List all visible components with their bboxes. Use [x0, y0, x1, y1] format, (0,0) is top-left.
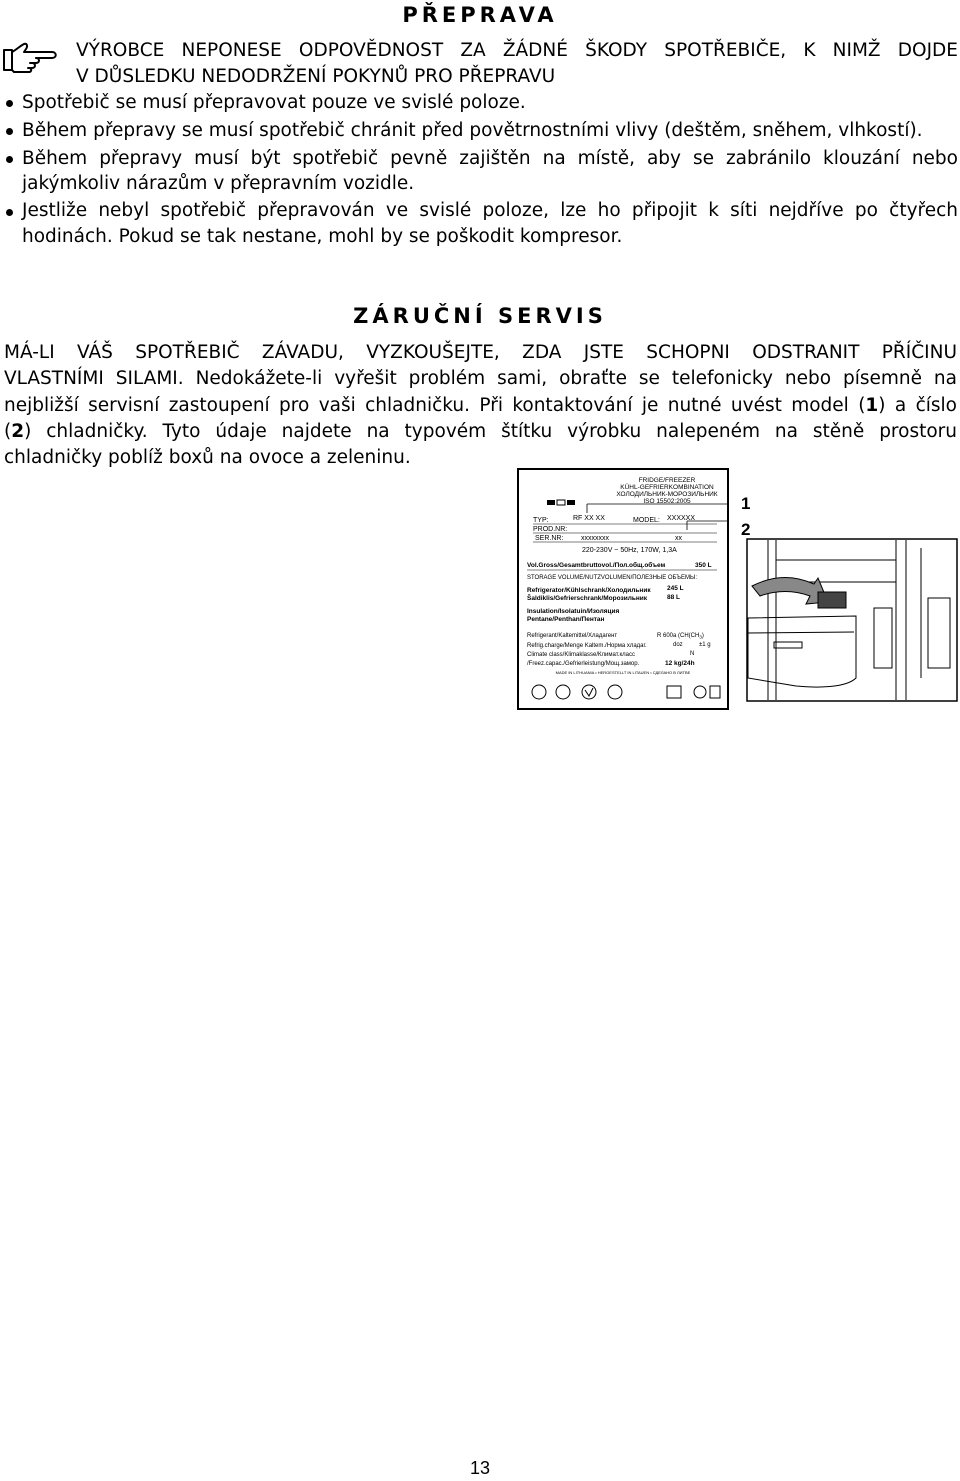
- fridge-interior-figure: [746, 538, 958, 702]
- warranty-line1: MÁ-LI VÁŠ SPOTŘEBIČ ZÁVADU, VYZKOUŠEJTE, ZDA JSTE SCHOPNI ODSTRANIT PŘÍČINU: [4, 342, 957, 363]
- label-freezer: Šaldiklis/Gefrierschrank/Морозильник: [527, 595, 647, 602]
- transport-bullet-1: Spotřebič se musí přepravovat pouze ve svislé poloze.: [22, 92, 526, 113]
- label-prod: PROD.NR:: [533, 526, 568, 533]
- label-insulation2: Pentane/Penthan/Пентан: [527, 616, 605, 623]
- label-made-in: MADE IN LITHUANIA • HERGESTELLT IN LITAUEN • СДЕЛАНО В ЛИТВЕ: [555, 670, 691, 675]
- callout-1: 1: [741, 494, 751, 513]
- warranty-model-ref: 1: [865, 395, 879, 416]
- bullet-icon: [6, 209, 13, 216]
- warranty-line3-text: nejbližší servisní zastoupení pro vaši chladničku. Při kontaktování je nutné uvést model (: [4, 395, 866, 416]
- transport-bullet-4-line2: hodinách. Pokud se tak nestane, mohl by se poškodit kompresor.: [22, 226, 623, 247]
- label-header2: KÜHL-GEFRIERKOMBINATION: [620, 484, 714, 491]
- label-header1: FRIDGE/FREEZER: [638, 477, 696, 484]
- warranty-line4: [4, 421, 957, 442]
- label-power: 220-230V ~ 50Hz, 170W, 1,3A: [582, 547, 677, 554]
- label-freez-capac: /Freez.capac./Gefrierleistung/Мощ.замор.: [527, 661, 640, 667]
- transport-bullet-3-line1: Během přepravy musí být spotřebič pevně zajištěn na místě, aby se zabránilo klouzání nebo: [22, 148, 958, 169]
- label-ser: SER.NR:: [535, 535, 564, 542]
- label-header4: ISO 15502:2005: [643, 498, 691, 505]
- label-refrigerant-end: ): [701, 633, 704, 639]
- svg-text:R 600a (CH(CH3): [657, 633, 704, 640]
- bullet-icon: [6, 156, 13, 163]
- label-refrigerator: Refrigerator/Kühlschrank/Холодильник: [527, 587, 651, 594]
- warranty-line3: [4, 395, 957, 416]
- transport-warning-line1: VÝROBCE NEPONESE ODPOVĚDNOST ZA ŽÁDNÉ ŠKODY SPOTŘEBIČE, K NIMŽ DOJDE: [76, 40, 958, 61]
- label-vol-gross: Vol.Gross/Gesamtbruttovol./Пол.общ.объем: [527, 562, 666, 569]
- label-refrigerator-value: 245 L: [667, 585, 684, 592]
- label-model-value: XXXXXX: [667, 515, 696, 522]
- label-refrigerant-sub: 3: [699, 634, 702, 640]
- warranty-line4-open: (: [4, 421, 12, 442]
- label-climate-value: N: [690, 651, 695, 657]
- label-refrig-charge: Refrig.charge/Menge Kaltem./Норма хладаг.: [527, 643, 647, 649]
- label-refrig-charge-amount: ±1 g: [699, 642, 711, 648]
- transport-bullet-2: Během přepravy se musí spotřebič chránit před povětrnostními vlivy (deštěm, sněhem, vlhkostí).: [22, 120, 923, 141]
- bullet-icon: [6, 100, 13, 107]
- label-refrig-charge-value: doz: [673, 642, 683, 648]
- warranty-line4-text: ) chladničky. Tyto údaje najdete na typovém štítku výrobku nalepeném na stěně prostoru: [24, 421, 957, 442]
- label-refrigerant-value: R 600a (CH(CH: [657, 633, 700, 639]
- label-typ-value: RF XX XX: [573, 515, 605, 522]
- warranty-line3-text-end: ) a číslo: [878, 395, 957, 416]
- warranty-title: ZÁRUČNÍ SERVIS: [353, 304, 607, 328]
- label-refrigerant: Refrigerant/Kaltemittel/Хладагент: [527, 633, 618, 639]
- label-vol-gross-value: 350 L: [695, 562, 712, 569]
- bullet-icon: [6, 128, 13, 135]
- label-climate: Climate class/Klimaklasse/Климат.класс: [527, 652, 635, 658]
- label-insulation1: Insulation/Isolatuin/Изоляция: [527, 608, 620, 615]
- label-ser-value: xxxxxxxx: [581, 535, 609, 542]
- warranty-line5: chladničky poblíž boxů na ovoce a zeleninu.: [4, 447, 411, 468]
- label-freezer-value: 88 L: [667, 594, 681, 601]
- label-model: MODEL:: [633, 517, 660, 524]
- label-header3: ХОЛОДИЛЬНИК-МОРОЗИЛЬНИК: [616, 491, 718, 498]
- label-storage: STORAGE VOLUME/NUTZVOLUMEN/ПОЛЕЗНЫЕ ОБЪЕМЫ:: [527, 575, 698, 581]
- label-typ: TYP:: [533, 517, 549, 524]
- transport-bullet-4-line1: Jestliže nebyl spotřebič přepravován ve svislé poloze, lze ho připojit k síti nejdříve po čtyřech: [22, 200, 958, 221]
- callout-2: 2: [741, 520, 751, 539]
- warranty-line2: VLASTNÍMI SILAMI. Nedokážete-li vyřešit problém sami, obraťte se telefonicky nebo písemně na: [4, 368, 957, 389]
- warranty-number-ref: 2: [11, 421, 25, 442]
- label-ser-value2: xx: [675, 535, 682, 542]
- label-freez-capac-value: 12 kg/24h: [665, 660, 695, 667]
- transport-title: PŘEPRAVA: [402, 3, 558, 27]
- page-number: 13: [469, 1458, 491, 1478]
- pointing-hand-icon: [2, 40, 60, 74]
- transport-warning-line2: V DŮSLEDKU NEDODRŽENÍ POKYNŮ PRO PŘEPRAVU: [76, 66, 556, 87]
- transport-bullet-3-line2: jakýmkoliv nárazům v přepravním vozidle.: [22, 173, 415, 194]
- rating-label-figure: [517, 468, 729, 710]
